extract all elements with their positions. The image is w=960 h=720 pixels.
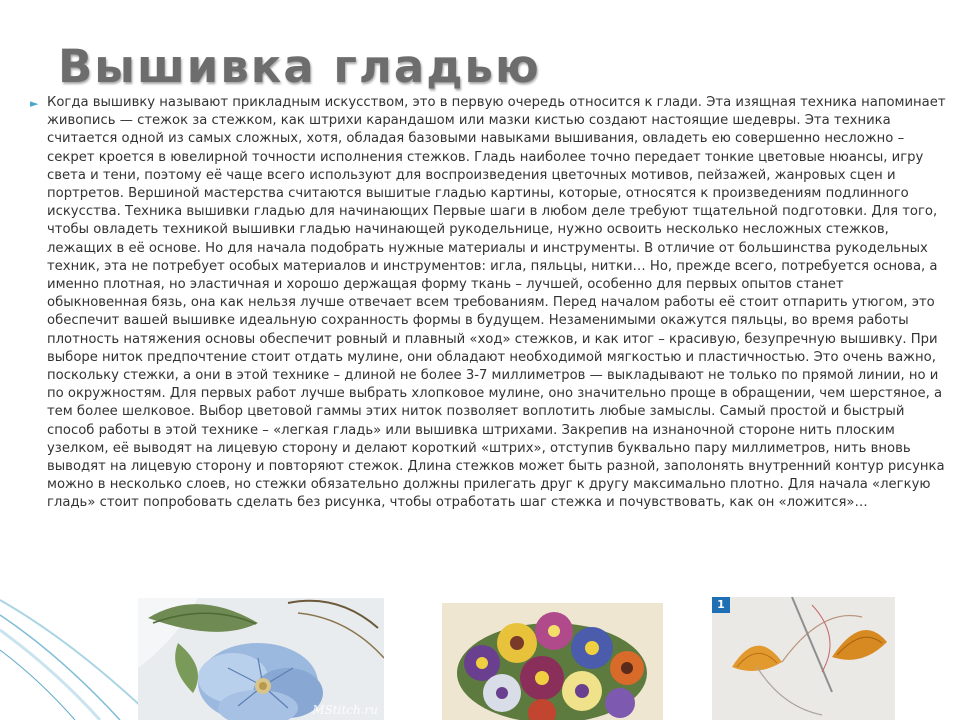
watermark-text: MStitch.ru [312, 703, 378, 717]
step-number-badge: 1 [712, 597, 730, 613]
triangle-bullet-icon: ► [30, 97, 39, 110]
body-paragraph: Когда вышивку называют прикладным искусством, это в первую очередь относится к глади. Эта изящная техника напоминает живопись — стежок за стежком, как штрихи карандашом или мазки кистью создают настоящие шедевры. Эта техника считается одной из самых сложных, хотя, обладая базовыми навыками вышивания, овладеть ею совершенно несложно – секрет кроется в ювелирной точности исполнения стежков. Гладь наиболее точно передает тонкие цветовые нюансы, игру света и тени, поэтому её чаще всего используют для воспроизведения цветочных мотивов, пейзажей, жанровых сцен и портретов. Вершиной мастерства считаются вышитые гладью картины, которые, относятся к произведениям подлинного искусства. Техника вышивки гладью для начинающих Первые шаги в любом деле требуют тщательной подготовки. Для того, чтобы овладеть техникой вышивки гладью начинающей рукодельнице, нужно освоить несколько несложных стежков, лежащих в её основе. Но для начала подобрать нужные материалы и инструменты. В отличие от большинства рукодельных техник, эта не потребует особых материалов и инструментов: игла, пяльцы, нитки… Но, прежде всего, потребуется основа, а именно плотная, но эластичная и хорошо держащая форму ткань – лучшей, особенно для первых опытов станет обыкновенная бязь, она как нельзя лучше отвечает всем требованиям. Перед началом работы её стоит отпарить утюгом, это обеспечит вашей вышивке идеальную сохранность формы в будущем. Незаменимыми окажутся пяльцы, во время работы плотность натяжения основы обеспечит ровный и плавный «ход» стежков, и как итог – красивую, безупречную вышивку. При выборе ниток предпочтение стоит отдать мулине, они обладают необходимой мягкостью и пластичностью. Это очень важно, поскольку стежки, а они в этой технике – длиной не более 3-7 миллиметров — выкладывают не только по прямой линии, но и по окружностям. Для первых работ лучше выбрать хлопковое мулине, оно значительно проще в обращении, чем шерстяное, а тем более шелковое. Выбор цветовой гаммы этих ниток позволяет воплотить любые замыслы. Самый простой и быстрый способ работы в этой технике – «легкая гладь» или вышивка штрихами. Закрепив на изнаночной стороне нить плоским узелком, её выводят на лицевую сторону и делают короткий «штрих», отступив буквально пару миллиметров, нить вновь выводят на лицевую сторону и повторяют стежок. Длина стежков может быть разной, заполонять внутренний контур рисунка можно в несколько слоев, но стежки обязательно должны прилегать друг к другу максимально плотно. Для начала «легкую гладь» стоит попробовать сделать без рисунка, чтобы отработать шаг стежка и почувствовать, как он «ложится»… [47, 95, 946, 511]
pansy-embroidery-photo [442, 603, 663, 720]
slide-title: Вышивка гладью [58, 40, 541, 93]
embroidered-flower-photo [138, 598, 384, 720]
stitch-step-photo [712, 597, 895, 720]
